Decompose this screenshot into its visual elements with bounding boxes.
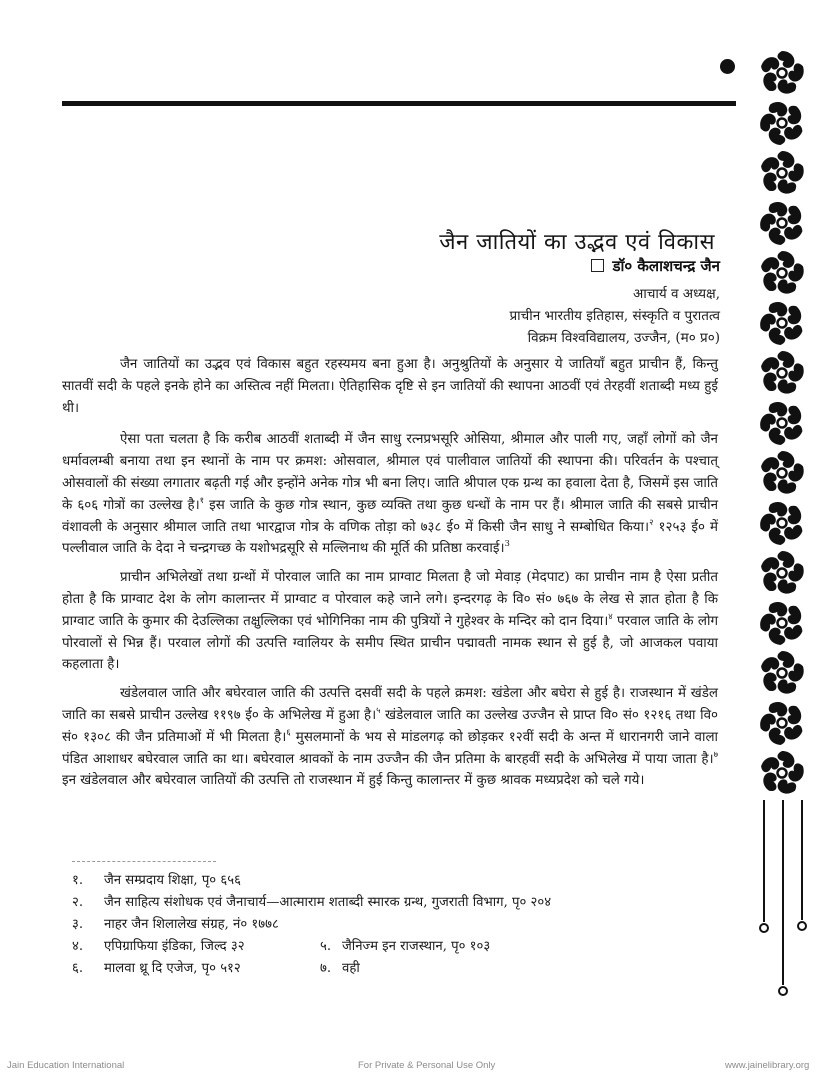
article-body	[62, 354, 718, 799]
paisley-medallion-icon	[757, 248, 807, 298]
paragraph-2	[62, 429, 718, 560]
footer-website-link[interactable]: www.jainelibrary.org	[725, 1060, 810, 1071]
paisley-medallion-icon	[757, 298, 807, 348]
paisley-medallion-icon	[757, 348, 807, 398]
footnote-text: वही	[342, 961, 360, 976]
footnote-ref: 3	[504, 539, 510, 550]
footnote-ref: ७	[713, 749, 718, 760]
paragraph-text: इन खंडेलवाल और बघेरवाल जातियों की उत्पत्ति तो राजस्थान में हुई किन्तु कालान्तर में कुछ श्रावक मध्यप्रदेश को चले गये।	[62, 773, 645, 789]
footnote-number: २.	[72, 895, 84, 910]
paragraph-text: इस जाति के कुछ गोत्र स्थान, कुछ व्यक्ति तथा कुछ धन्धों के नाम पर हैं। श्रीमाल जाति की सबसे प्राचीन वंशावली के अनुसार श्रीमाल जाति तथा भारद्वाज गोत्र के वणिक तोड़ा को ७३८ ई० में किसी जैन साधु ने सम्बोधित किया।	[62, 497, 719, 535]
paragraph-text: खंडेलवाल जाति का उल्लेख उज्जैन से प्राप्त वि० सं० १२१६ तथा वि० सं० १३०८ की जैन प्रतिमाओं में भी मिलता है।	[62, 707, 718, 745]
footer-publisher: Jain Education International	[7, 1060, 125, 1071]
paragraph-text: मुसलमानों के भय से मांडलगढ़ को छोड़कर १२वीं सदी के अन्त में धारानगरी जाने वाला पंडित आशाधर बघेरवाल जाति का था। बघेरवाल श्रावकों के नाम उज्जैन की जैन प्रतिमा के बारहवीं सदी के अभिलेख में पाया जाता है।	[62, 729, 718, 767]
page-footer	[0, 1060, 828, 1076]
ornamental-medallion-border	[757, 48, 809, 808]
paragraph-3	[62, 567, 718, 676]
footnote-item	[72, 870, 712, 892]
paragraph-1	[62, 354, 718, 419]
footnote-text: जैन सम्प्रदाय शिक्षा, पृ० ६५६	[104, 873, 241, 888]
footnote-row-pair	[72, 936, 712, 958]
paragraph-text: प्राचीन अभिलेखों तथा ग्रन्थों में पोरवाल जाति का नाम प्राग्वाट मिलता है जो मेवाड़ (मेदपाट) का प्राचीन नाम है ऐसा प्रतीत होता है कि प्राग्वाट देश के लोग कालान्तर में प्राग्वाट व पोरवाल कहे जाने लगे। इन्दरगढ़ के वि० सं० ७६७ के लेख से ज्ञात होता है कि प्राग्वाट जाति के कुमार की देउल्लिका तक्षुल्लिका एवं भोगिनिका नाम की पुत्रियों ने गुहेश्वर के मन्दिर को दान दिया।	[62, 570, 718, 629]
paragraph-4	[62, 683, 718, 792]
footnote-ref: ५	[376, 705, 381, 716]
square-bullet-icon	[591, 259, 604, 272]
footnote-ref: २	[649, 517, 654, 528]
footnote-number: ६.	[72, 961, 84, 976]
paisley-medallion-icon	[757, 48, 807, 98]
footnote-row-pair	[72, 958, 712, 980]
article-title: जैन जातियों का उद्भव एवं विकास	[439, 230, 715, 255]
ornament-dot-icon	[720, 59, 735, 74]
author-line	[480, 256, 720, 276]
footnote-number: १.	[72, 873, 84, 888]
footnote-text: एपिग्राफिया इंडिका, जिल्द ३२	[104, 939, 245, 954]
footnote-ref: १	[199, 495, 205, 506]
footnote-separator	[72, 861, 216, 862]
paragraph-text: १२५३ ई० में पल्लीवाल जाति के देदा ने चन्द्रगच्छ के यशोभद्रसूरि से मल्लिनाथ की मूर्ति की प्रतिष्ठा करवाई।	[62, 519, 718, 557]
footnote-number: ७.	[320, 961, 332, 976]
paragraph-text: ऐसा पता चलता है कि करीब आठवीं शताब्दी में जैन साधु रत्नप्रभसूरि ओसिया, श्रीमाल और पाली गए, जहाँ लोगों को जैन धर्मावलम्बी बनाया तथा इन स्थानों के नाम पर क्रमश: ओसवाल, श्रीमाल एवं पालीवाल जातियों की स्थापना की। परिवर्तन के पश्चात् ओसवालों की संख्या लगातार बढ़ती गई और इन्होंने अनेक गोत्र भी बना लिए। जाति श्रीपाल एक ग्रन्थ का हवाला देता है, जिसमें इस जाति के ६०६ गोत्रों का उल्लेख है।	[62, 432, 718, 513]
footnote-number: ३.	[72, 917, 84, 932]
footnote-number: ५.	[320, 939, 332, 954]
footnote-ref: ४	[608, 611, 613, 622]
footnote-ref: ६	[286, 727, 291, 738]
footnotes	[72, 870, 712, 980]
footnote-item	[320, 958, 360, 980]
paisley-medallion-icon	[757, 748, 807, 798]
paragraph-text: परवाल जाति के लोग पोरवालों से भिन्न हैं। परवाल लोगों की उत्पत्ति ग्वालियर के समीप स्थित प्राचीन पद्मावती नामक स्थान से हुई है, जो आजकल पवाया कहलाता है।	[62, 613, 718, 673]
paisley-medallion-icon	[757, 498, 807, 548]
paisley-medallion-icon	[757, 98, 807, 148]
footnote-item	[320, 936, 490, 958]
footnote-text: जैन साहित्य संशोधक एवं जैनाचार्य—आत्माराम शताब्दी स्मारक ग्रन्थ, गुजराती विभाग, पृ० २०४	[104, 895, 552, 910]
paisley-medallion-icon	[757, 598, 807, 648]
paisley-medallion-icon	[757, 398, 807, 448]
footer-usage-note: For Private & Personal Use Only	[358, 1060, 496, 1071]
author-university: विक्रम विश्वविद्यालय, उज्जैन, (म० प्र०)	[527, 330, 720, 346]
footnote-item	[72, 936, 320, 958]
paisley-medallion-icon	[757, 448, 807, 498]
paisley-medallion-icon	[757, 198, 807, 248]
footnote-text: जैनिज्म इन राजस्थान, पृ० १०३	[342, 939, 491, 954]
footnote-item	[72, 892, 712, 914]
ornamental-pendant-icon	[757, 800, 809, 1010]
ornamental-dashed-rule	[62, 99, 736, 107]
footnote-text: मालवा थ्रू दि एजेज, पृ० ५१२	[104, 961, 241, 976]
footnote-number: ४.	[72, 939, 84, 954]
footnote-item	[72, 914, 712, 936]
footnote-item	[72, 958, 320, 980]
author-name: डॉ० कैलाशचन्द्र जैन	[612, 257, 720, 275]
paisley-medallion-icon	[757, 648, 807, 698]
paragraph-text: जैन जातियों का उद्भव एवं विकास बहुत रहस्यमय बना हुआ है। अनुश्रुतियों के अनुसार ये जातियाँ बहुत प्राचीन हैं, किन्तु सातवीं सदी के पहले इनके होने का अस्तित्व नहीं मिलता। ऐतिहासिक दृष्टि से इन जातियों की स्थापना आठवीं एवं तेरहवीं शताब्दी मध्य हुई थी।	[62, 357, 718, 416]
paisley-medallion-icon	[757, 698, 807, 748]
footnote-text: नाहर जैन शिलालेख संग्रह, नं० १७७८	[104, 917, 279, 932]
paisley-medallion-icon	[757, 548, 807, 598]
paisley-medallion-icon	[757, 148, 807, 198]
author-title: आचार्य व अध्यक्ष,	[633, 286, 720, 302]
paragraph-text: खंडेलवाल जाति और बघेरवाल जाति की उत्पत्ति दसवीं सदी के पहले क्रमश: खंडेला और बघेरा से हुई है। राजस्थान में खंडेल जाति का सबसे प्राचीन उल्लेख ११९७ ई० के अभिलेख में हुआ है।	[62, 686, 718, 723]
author-department: प्राचीन भारतीय इतिहास, संस्कृति व पुरातत्व	[509, 308, 720, 324]
